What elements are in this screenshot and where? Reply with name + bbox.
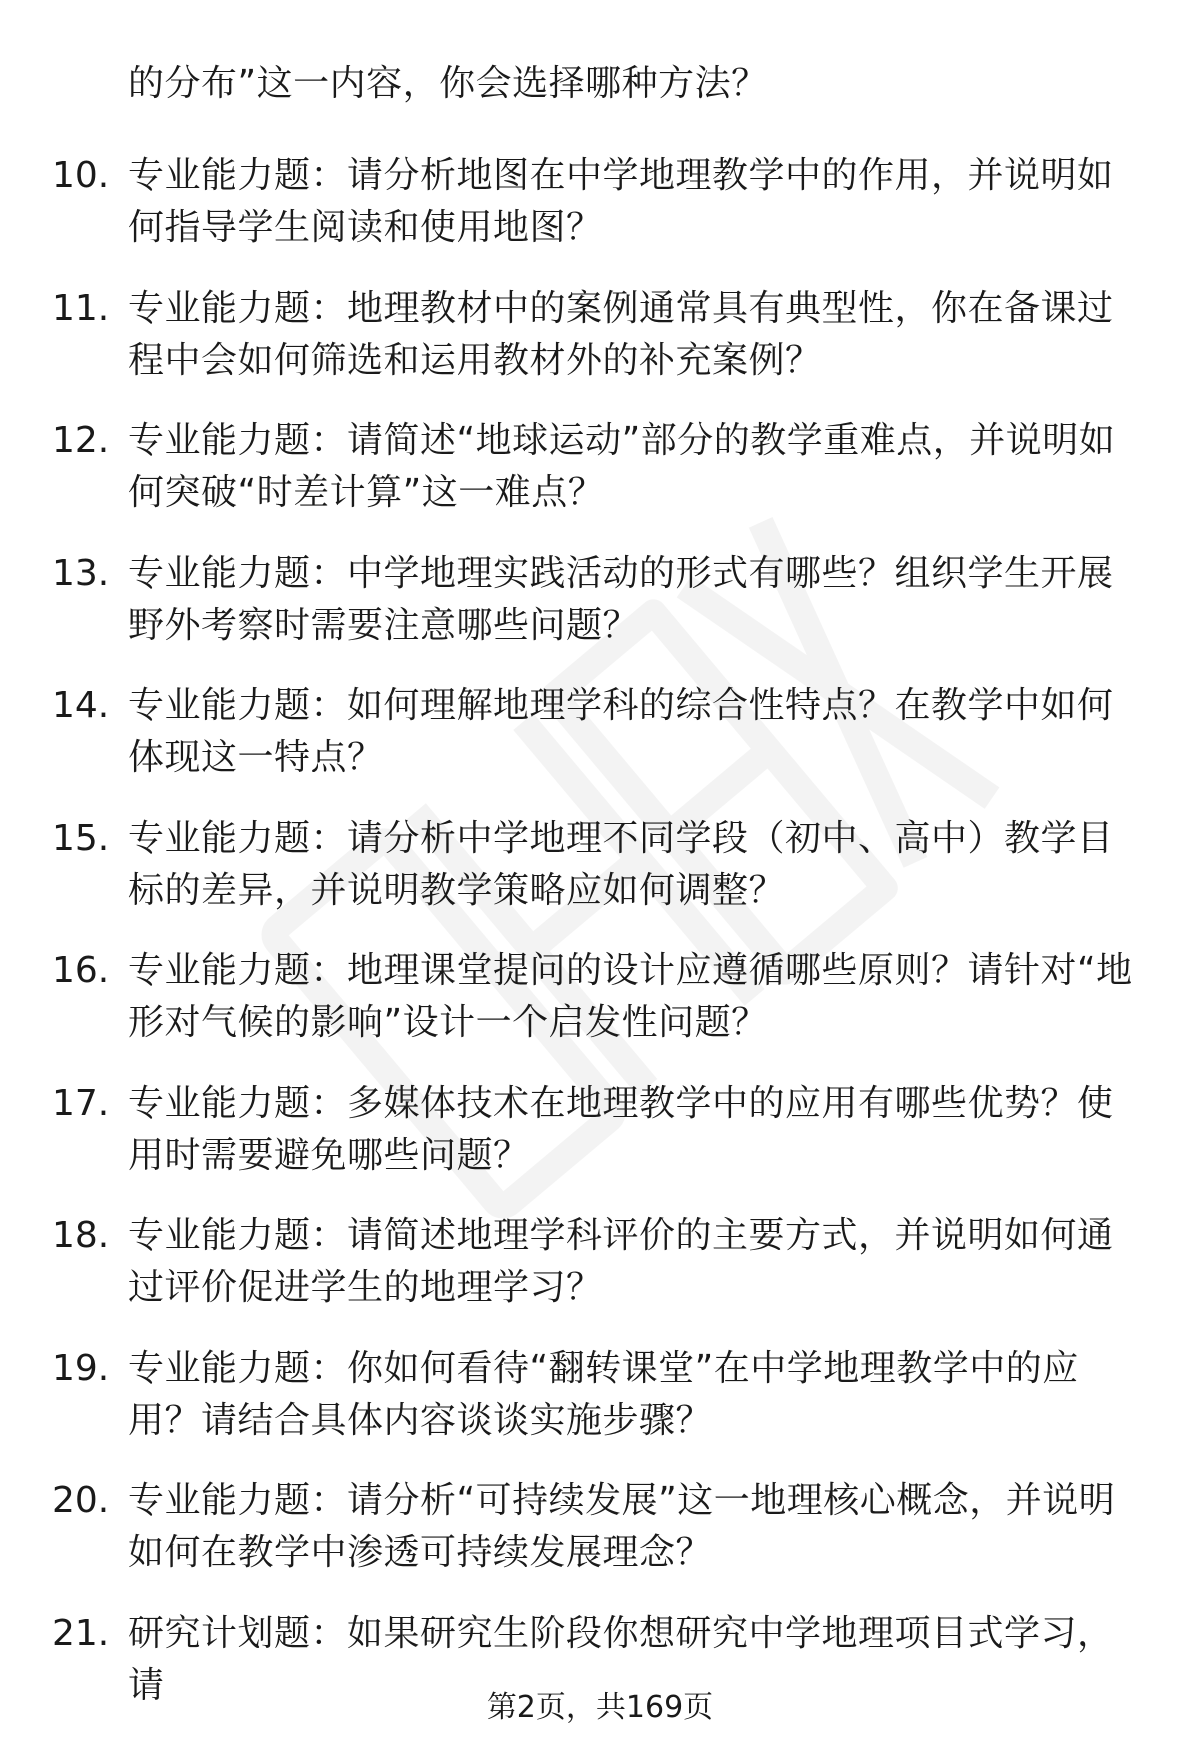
question-number: 10. (52, 155, 110, 196)
question-text: 专业能力题：地理课堂提问的设计应遵循哪些原则？请针对“地形对气候的影响”设计一个启发性问题？ (128, 950, 1133, 1043)
continuation-text: 的分布”这一内容，你会选择哪种方法？ (128, 63, 768, 104)
question-text: 专业能力题：请简述地理学科评价的主要方式，并说明如何通过评价促进学生的地理学习？ (128, 1215, 1114, 1308)
question-number: 16. (52, 950, 110, 991)
question-list (0, 150, 1200, 1740)
question-text: 专业能力题：请分析地图在中学地理教学中的作用，并说明如何指导学生阅读和使用地图？ (128, 155, 1114, 248)
question-item (0, 945, 1200, 1078)
question-item (0, 1078, 1200, 1211)
question-number: 17. (52, 1082, 110, 1124)
question-text: 专业能力题：多媒体技术在地理教学中的应用有哪些优势？使用时需要避免哪些问题？ (128, 1082, 1114, 1176)
page-footer: 第2页，共169页 (486, 1690, 714, 1725)
question-item (0, 680, 1200, 813)
question-text: 专业能力题：你如何看待“翻转课堂”在中学地理教学中的应用？请结合具体内容谈谈实施步骤？ (128, 1347, 1079, 1441)
question-text: 专业能力题：如何理解地理学科的综合性特点？在教学中如何体现这一特点？ (128, 685, 1114, 778)
question-text: 研究计划题：如果研究生阶段你想研究中学地理项目式学习，请 (128, 1612, 1114, 1706)
question-text: 专业能力题：请分析中学地理不同学段（初中、高中）教学目标的差异，并说明教学策略应如何调整？ (128, 817, 1114, 911)
question-item (0, 415, 1200, 548)
question-number: 20. (52, 1480, 110, 1521)
question-number: 11. (52, 287, 110, 329)
question-text: 专业能力题：请分析“可持续发展”这一地理核心概念，并说明如何在教学中渗透可持续发展理念？ (128, 1480, 1116, 1573)
question-number: 19. (52, 1347, 110, 1389)
question-text: 专业能力题：中学地理实践活动的形式有哪些？组织学生开展野外考察时需要注意哪些问题？ (128, 552, 1114, 646)
question-number: 15. (52, 817, 110, 859)
question-item (0, 1343, 1200, 1476)
question-number: 12. (52, 420, 110, 461)
question-item (0, 813, 1200, 946)
question-number: 21. (52, 1612, 110, 1654)
question-number: 14. (52, 685, 110, 726)
question-number: 13. (52, 552, 110, 594)
question-item (0, 1210, 1200, 1343)
question-text: 专业能力题：地理教材中的案例通常具有典型性，你在备课过程中会如何筛选和运用教材外的补充案例？ (128, 287, 1114, 381)
question-item (0, 150, 1200, 283)
question-text: 专业能力题：请简述“地球运动”部分的教学重难点，并说明如何突破“时差计算”这一难点？ (128, 420, 1116, 513)
question-item (0, 283, 1200, 416)
question-number: 18. (52, 1215, 110, 1256)
question-item (0, 1475, 1200, 1608)
question-item (0, 548, 1200, 681)
